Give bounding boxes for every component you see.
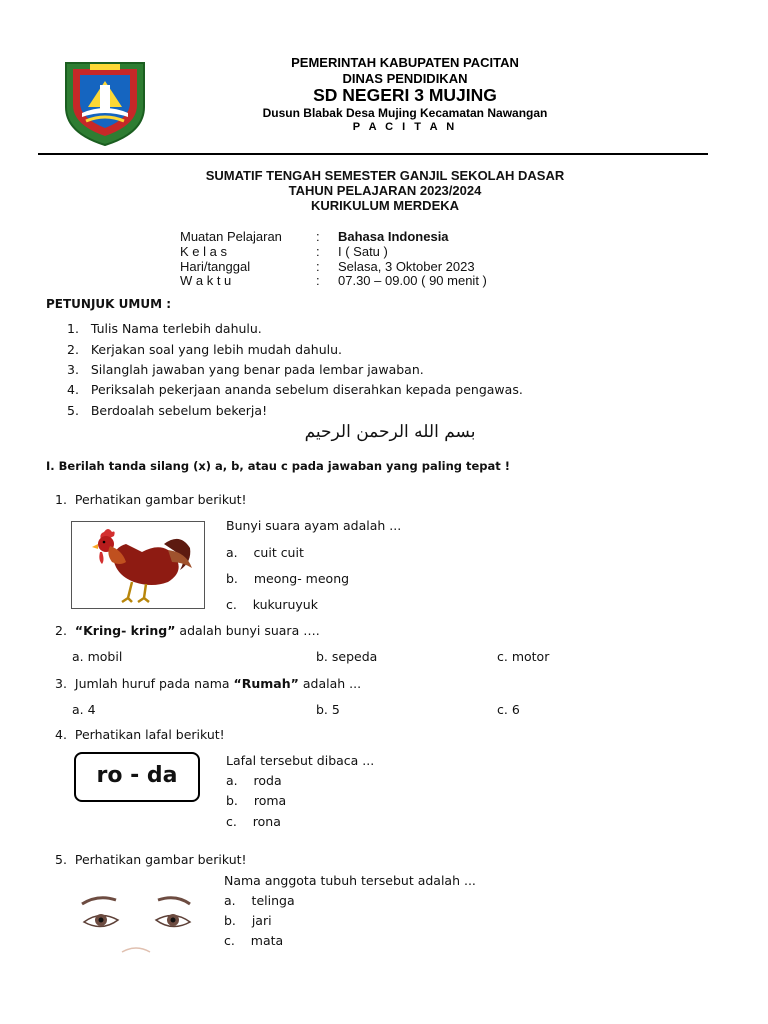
option-c: c. rona [226, 814, 281, 829]
question-1-prompt: Bunyi suara ayam adalah ... [226, 518, 402, 533]
question-5: 5. Perhatikan gambar berikut! [55, 852, 247, 867]
option-b: b. jari [224, 913, 272, 928]
info-subject: Bahasa Indonesia [338, 229, 449, 244]
question-4: 4. Perhatikan lafal berikut! [55, 727, 225, 742]
option-a: a. 4 [72, 702, 96, 717]
option-b: b. sepeda [316, 649, 378, 664]
exam-curriculum: KURIKULUM MERDEKA [310, 198, 460, 213]
info-label: W a k t u [180, 273, 232, 288]
info-date: Selasa, 3 Oktober 2023 [338, 259, 475, 274]
list-item: 4. Periksalah pekerjaan ananda sebelum diserahkan kepada pengawas. [67, 382, 523, 397]
header-divider [38, 153, 708, 155]
info-colon: : [316, 259, 320, 274]
info-label: Muatan Pelajaran [180, 229, 282, 244]
option-c: c. kukuruyuk [226, 597, 318, 612]
info-label: K e l a s [180, 244, 227, 259]
rooster-icon [72, 522, 204, 608]
info-colon: : [316, 273, 320, 288]
info-class: I ( Satu ) [338, 244, 388, 259]
eyes-icon [78, 882, 196, 962]
regency-crest-logo [60, 55, 150, 147]
option-b: b. 5 [316, 702, 340, 717]
question-1: 1. Perhatikan gambar berikut! [55, 492, 247, 507]
question-4-prompt: Lafal tersebut dibaca ... [226, 753, 375, 768]
syllable-box: ro - da [74, 752, 200, 802]
header-city: P A C I T A N [352, 121, 458, 133]
option-b: b. roma [226, 793, 287, 808]
option-a: a. roda [226, 773, 282, 788]
info-time: 07.30 – 09.00 ( 90 menit ) [338, 273, 487, 288]
list-item: 5. Berdoalah sebelum bekerja! [67, 403, 268, 418]
section-instruction: I. Berilah tanda silang (x) a, b, atau c pada jawaban yang paling tepat ! [46, 459, 511, 473]
header-school-name: SD NEGERI 3 MUJING [313, 85, 497, 105]
list-item: 2. Kerjakan soal yang lebih mudah dahulu. [67, 342, 342, 357]
eyes-image [78, 882, 196, 962]
option-a: a. telinga [224, 893, 295, 908]
option-b: b. meong- meong [226, 571, 350, 586]
list-item: 1. Tulis Nama terlebih dahulu. [67, 321, 262, 336]
option-a: a. mobil [72, 649, 123, 664]
question-2: 2. “Kring- kring” adalah bunyi suara …. [55, 623, 320, 638]
instructions-heading: PETUNJUK UMUM : [46, 297, 171, 311]
exam-year: TAHUN PELAJARAN 2023/2024 [288, 183, 482, 198]
question-5-prompt: Nama anggota tubuh tersebut adalah ... [224, 873, 476, 888]
header-department: DINAS PENDIDIKAN [342, 71, 468, 86]
header-government: PEMERINTAH KABUPATEN PACITAN [291, 55, 519, 70]
list-item: 3. Silanglah jawaban yang benar pada lembar jawaban. [67, 362, 424, 377]
rooster-image [71, 521, 205, 609]
option-c: c. 6 [497, 702, 520, 717]
question-3: 3. Jumlah huruf pada nama “Rumah” adalah ... [55, 676, 362, 691]
info-colon: : [316, 229, 320, 244]
basmalah: بسم الله الرحمن الرحيم [304, 422, 476, 442]
option-a: a. cuit cuit [226, 545, 304, 560]
header-address: Dusun Blabak Desa Mujing Kecamatan Nawangan [262, 106, 548, 120]
info-colon: : [316, 244, 320, 259]
exam-title: SUMATIF TENGAH SEMESTER GANJIL SEKOLAH DASAR [205, 168, 565, 183]
option-c: c. motor [497, 649, 550, 664]
option-c: c. mata [224, 933, 284, 948]
info-label: Hari/tanggal [180, 259, 251, 274]
